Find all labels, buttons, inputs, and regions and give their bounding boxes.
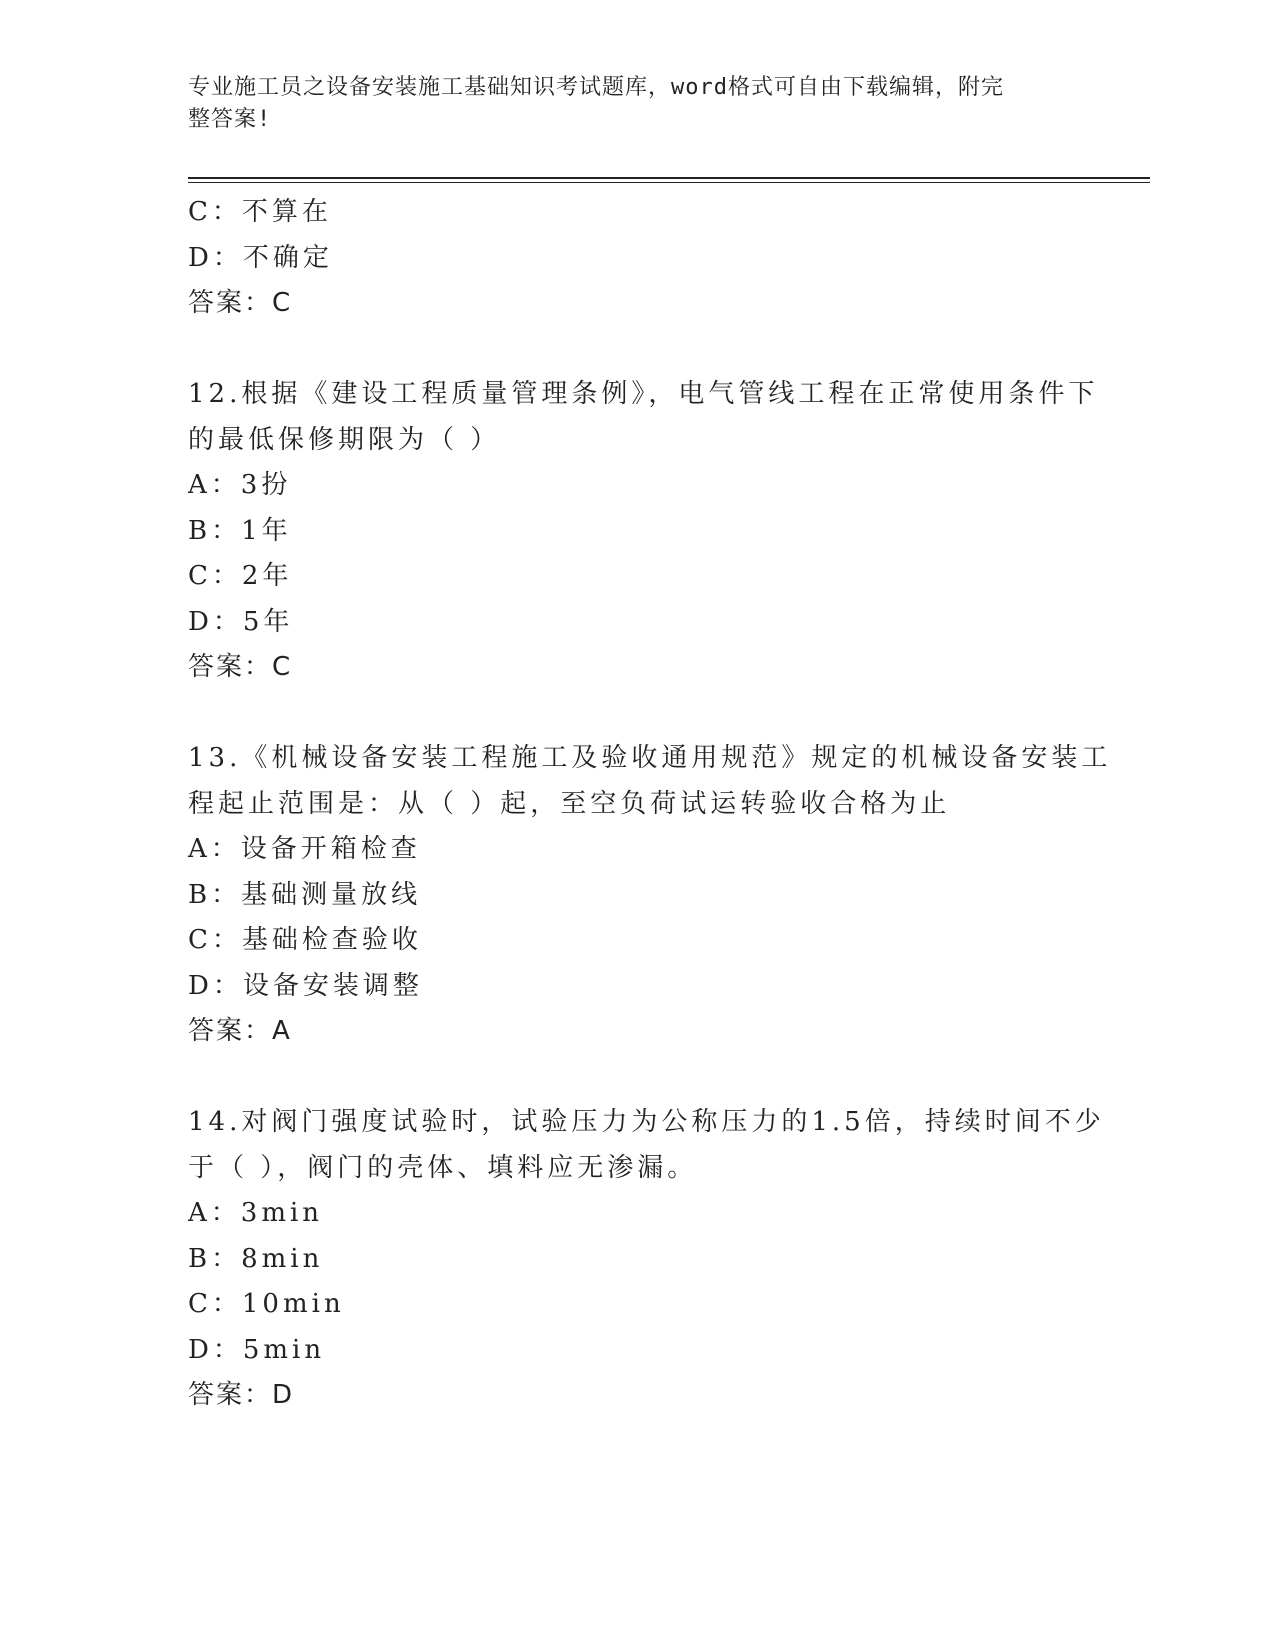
option-a: A：设备开箱检查 — [188, 834, 421, 864]
option-d: D：不确定 — [188, 242, 333, 273]
question-stem-line-1: 14.对阀门强度试验时，试验压力为公称压力的1.5倍，持续时间不少 — [188, 1107, 1105, 1137]
option-d: D：设备安装调整 — [188, 970, 423, 1001]
question-stem-line-2: 程起止范围是：从（ ）起，至空负荷试运转验收合格为止 — [188, 788, 951, 819]
answer-line: 答案：C — [188, 652, 293, 682]
header-divider-thin — [188, 182, 1150, 183]
header-line-2: 整答案! — [188, 107, 272, 132]
question-stem-line-1: 12.根据《建设工程质量管理条例》，电气管线工程在正常使用条件下 — [188, 379, 1099, 409]
header-line-1: 专业施工员之设备安装施工基础知识考试题库，word格式可自由下载编辑，附完 — [188, 75, 1004, 100]
document-header — [188, 72, 1068, 136]
answer-line: 答案：A — [188, 1016, 292, 1046]
option-d: D：5min — [188, 1334, 326, 1365]
spacer — [188, 691, 1068, 737]
option-b: B：8min — [188, 1243, 324, 1274]
option-b: B：基础测量放线 — [188, 879, 422, 910]
spacer — [188, 327, 1068, 373]
spacer — [188, 1055, 1068, 1101]
question-stem-line-1: 13.《机械设备安装工程施工及验收通用规范》规定的机械设备安装工 — [188, 743, 1112, 773]
option-c: C：基础检查验收 — [188, 925, 422, 955]
question-stem-line-2: 于（ ），阀门的壳体、填料应无渗漏。 — [188, 1152, 698, 1183]
answer-line: 答案：C — [188, 288, 293, 318]
option-c: C：不算在 — [188, 197, 332, 227]
question-14 — [188, 1100, 1105, 1419]
option-c: C：2年 — [188, 561, 293, 591]
option-a: A：3扮 — [188, 470, 292, 500]
answer-line: 答案：D — [188, 1380, 295, 1410]
question-13 — [188, 736, 1112, 1055]
question-stem-line-2: 的最低保修期限为（ ） — [188, 424, 501, 455]
question-list — [188, 190, 1112, 1419]
option-c: C：10min — [188, 1289, 345, 1319]
option-a: A：3min — [188, 1198, 324, 1228]
question-11-continued — [188, 190, 1068, 327]
question-12 — [188, 372, 1099, 691]
option-d: D：5年 — [188, 606, 294, 637]
option-b: B：1年 — [188, 515, 292, 546]
header-divider-thick — [188, 177, 1150, 179]
